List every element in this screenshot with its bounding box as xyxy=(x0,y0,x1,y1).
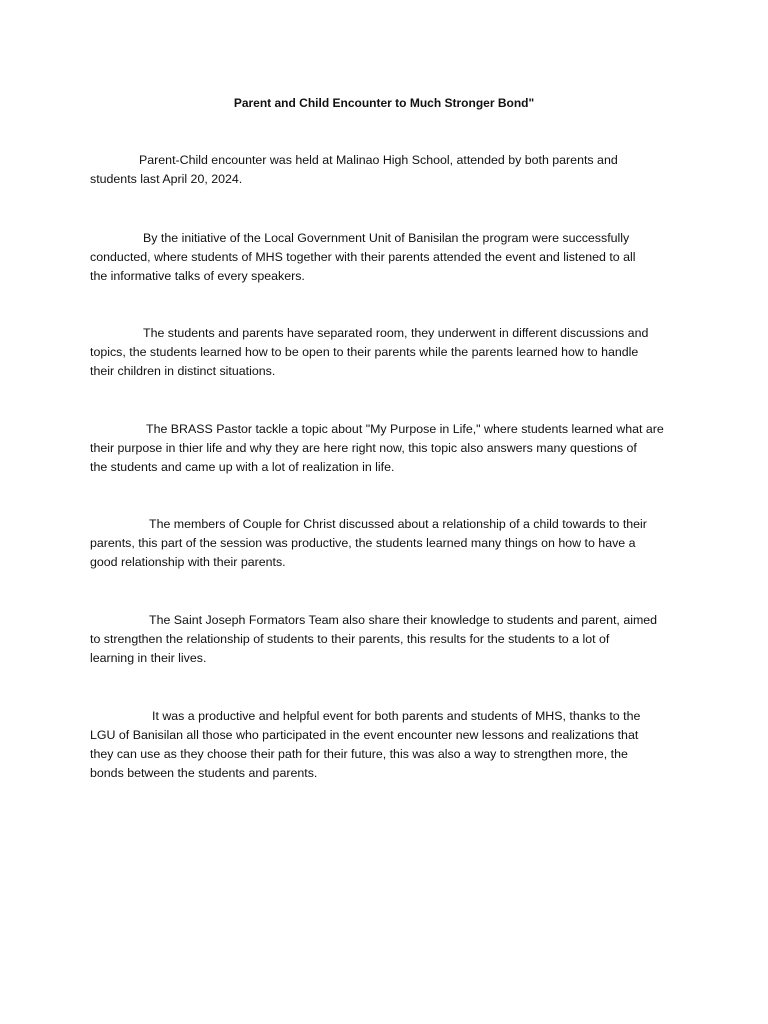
paragraph-line: The students and parents have separated room, they underwent in different discussions and xyxy=(143,326,649,340)
paragraph-4 xyxy=(90,420,680,477)
paragraph-2 xyxy=(90,229,680,286)
paragraph-line: parents, this part of the session was productive, the students learned many things on how to have a xyxy=(90,536,636,550)
paragraph-1 xyxy=(90,151,680,189)
paragraph-line: The BRASS Pastor tackle a topic about "My Purpose in Life," where students learned what are xyxy=(146,422,664,436)
paragraph-line: learning in their lives. xyxy=(90,651,207,665)
paragraph-line: By the initiative of the Local Government Unit of Banisilan the program were successfully xyxy=(143,231,630,245)
paragraph-line: The Saint Joseph Formators Team also share their knowledge to students and parent, aimed xyxy=(149,613,658,627)
paragraph-line: their children in distinct situations. xyxy=(90,364,276,378)
document-title: Parent and Child Encounter to Much Stronger Bond" xyxy=(233,96,535,110)
paragraph-line: conducted, where students of MHS together with their parents attended the event and listened to all xyxy=(90,250,636,264)
paragraph-line: the informative talks of every speakers. xyxy=(90,269,305,283)
paragraph-line: Parent-Child encounter was held at Malinao High School, attended by both parents and xyxy=(139,153,618,167)
paragraph-3 xyxy=(90,324,680,381)
paragraph-line: bonds between the students and parents. xyxy=(90,766,318,780)
paragraph-line: It was a productive and helpful event for both parents and students of MHS, thanks to the xyxy=(152,709,641,723)
paragraph-line: they can use as they choose their path for their future, this was also a way to strengthen more, the xyxy=(90,747,628,761)
paragraph-line: to strengthen the relationship of students to their parents, this results for the students to a lot of xyxy=(90,632,610,646)
paragraph-7 xyxy=(90,707,680,783)
paragraph-5 xyxy=(90,515,680,572)
paragraph-line: the students and came up with a lot of realization in life. xyxy=(90,460,395,474)
paragraph-line: students last April 20, 2024. xyxy=(90,172,243,186)
paragraph-line: LGU of Banisilan all those who participated in the event encounter new lessons and realizations that xyxy=(90,728,639,742)
paragraph-6 xyxy=(90,611,680,668)
paragraph-line: The members of Couple for Christ discussed about a relationship of a child towards to their xyxy=(149,517,647,531)
paragraph-line: topics, the students learned how to be open to their parents while the parents learned how to handle xyxy=(90,345,639,359)
paragraph-line: their purpose in thier life and why they are here right now, this topic also answers many questions of xyxy=(90,441,637,455)
paragraph-line: good relationship with their parents. xyxy=(90,555,286,569)
